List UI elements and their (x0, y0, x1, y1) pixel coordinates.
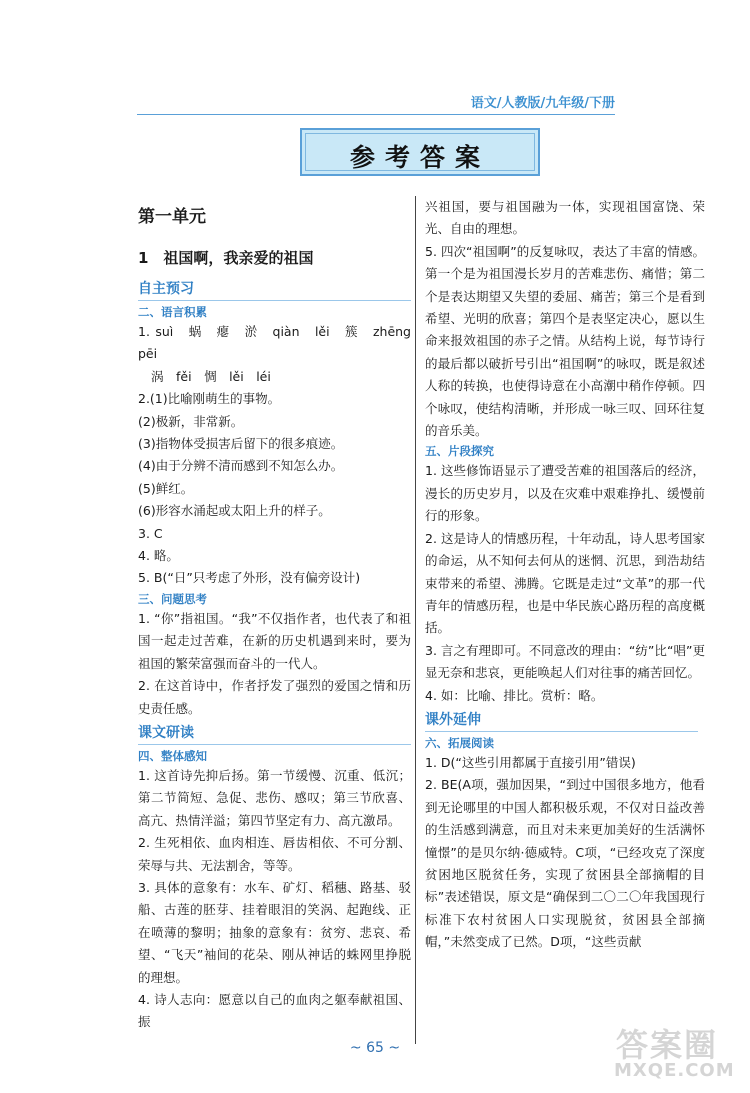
answer-line: (2)极新，非常新。 (138, 413, 244, 429)
section-title: 参考答案 (349, 143, 490, 172)
answer-line: 5. B(“日”只考虑了外形，没有偏旁设计) (138, 570, 361, 586)
section-heading: 课外延伸 (425, 711, 481, 728)
answer-line: (3)指物体受损害后留下的很多痕迹。 (138, 436, 344, 452)
answer-line: (5)鲜红。 (138, 480, 194, 496)
answer-line: 涡 fěi 惆 lěi léi (151, 368, 271, 384)
answer-line: 2.(1)比喻刚萌生的事物。 (138, 391, 281, 407)
answer-paragraph: 4. 诗人志向：愿意以自己的血肉之躯奉献祖国、振 (138, 991, 411, 1030)
answer-paragraph: 2. 这是诗人的情感历程，十年动乱，诗人思考国家的命运，从不知何去何从的迷惘、沉思，到浩劫结束带来的希望、沸腾。它既是走过“文革”的那一代青年的情感历程，也是中华民族心路历程的高度概括。 (425, 530, 705, 636)
answer-line: 1. suì 蜗 瘪 淤 qiàn lěi 簇 zhēng pēi (138, 324, 424, 362)
subsection-heading: 三、问题思考 (138, 591, 207, 606)
answer-line: 4. 略。 (138, 548, 179, 564)
section-underline (425, 731, 698, 732)
answer-line: (4)由于分辨不清而感到不知怎么办。 (138, 458, 344, 474)
subsection-heading: 五、片段探究 (425, 444, 494, 459)
section-underline (138, 300, 411, 301)
header-rule (137, 114, 615, 115)
subsection-heading: 四、整体感知 (138, 748, 207, 763)
page-number: ~ 65 ~ (349, 1040, 401, 1056)
answer-line: (6)形容水涌起或太阳上升的样子。 (138, 503, 331, 519)
answer-paragraph: 1. 这首诗先抑后扬。第一节缓慢、沉重、低沉；第二节简短、急促、悲伤、感叹；第三节欣喜、高亢、热情洋溢；第四节坚定有力、高亢激昂。 (138, 767, 411, 828)
watermark-text: 答案圈 (616, 1026, 719, 1064)
subsection-heading: 六、拓展阅读 (425, 735, 494, 750)
answer-paragraph: 2. 在这首诗中，作者抒发了强烈的爱国之情和历史责任感。 (138, 678, 411, 716)
section-title-box (300, 128, 540, 176)
running-header: 语文/人教版/九年级/下册 (470, 96, 615, 111)
answer-paragraph: 5. 四次“祖国啊”的反复咏叹，表达了丰富的情感。第一个是为祖国漫长岁月的苦难悲伤、痛惜；第二个是表达期望又失望的委屈、痛苦；第三个是看到希望、光明的欣喜；第四个是表坚定决心，愿以生命来报效祖国的赤子之情。从结构上说，每节诗行的最后都以破折号引出“祖国啊”的咏叹，既是叙述人称的转换，也使得诗意在小高潮中稍作停顿。四个咏叹，使结构清晰，并形成一咏三叹、回环往复的音乐美。 (425, 243, 705, 439)
answer-paragraph: 4. 如：比喻、排比。赏析：略。 (425, 687, 604, 703)
answer-paragraph: 1. “你”指祖国。“我”不仅指作者，也代表了和祖国一起走过苦难，在新的历史机遇到来时，要为祖国的繁荣富强而奋斗的一代人。 (138, 610, 411, 671)
answer-paragraph: 3. 具体的意象有：水车、矿灯、稻穗、路基、驳船、古莲的胚芽、挂着眼泪的笑涡、起跑线、正在喷薄的黎明；抽象的意象有：贫穷、悲哀、希望、“飞天”袖间的花朵、刚从神话的蛛网里挣脱的理想。 (138, 879, 411, 985)
answer-paragraph: 2. BE(A项，强加因果，“到过中国很多地方，他看到无论哪里的中国人都积极乐观，不仅对日益改善的生活感到满意，而且对未来更加美好的生活满怀憧憬”的是贝尔纳·德威特。C项，“已经攻克了深度贫困地区脱贫任务，实现了贫困县全部摘帽的目标”表述错误，原文是“确保到二〇二〇年我国现行标准下农村贫困人口实现脱贫，贫困县全部摘帽，”未然变成了已然。D项，“这些贡献 (425, 777, 705, 950)
answer-line: 3. C (138, 525, 163, 541)
unit-title: 第一单元 (138, 207, 206, 227)
subsection-heading: 二、语言积累 (138, 305, 207, 319)
lesson-title: 1 祖国啊，我亲爱的祖国 (138, 249, 314, 267)
watermark-url: MXQE.COM (614, 1060, 735, 1081)
left-column (138, 196, 424, 1034)
answer-paragraph: 兴祖国，要与祖国融为一体，实现祖国富饶、荣光、自由的理想。 (425, 199, 705, 237)
answer-paragraph: 2. 生死相依、血肉相连、唇齿相依、不可分割、荣辱与共、无法割舍，等等。 (138, 835, 411, 873)
answer-paragraph: 1. D(“这些引用都属于直接引用”错误) (425, 754, 636, 770)
right-column (425, 196, 705, 954)
section-underline (138, 744, 411, 745)
watermark-logo (596, 1020, 744, 1084)
section-heading: 课文研读 (138, 724, 194, 741)
answer-paragraph: 3. 言之有理即可。不同意改的理由：“纺”比“唱”更显无奈和悲哀，更能唤起人们对往事的痛苦回忆。 (425, 642, 705, 681)
answer-paragraph: 1. 这些修饰语显示了遭受苦难的祖国落后的经济，漫长的历史岁月，以及在灾难中艰难挣扎、缓慢前行的形象。 (425, 463, 705, 524)
section-heading: 自主预习 (138, 281, 194, 297)
